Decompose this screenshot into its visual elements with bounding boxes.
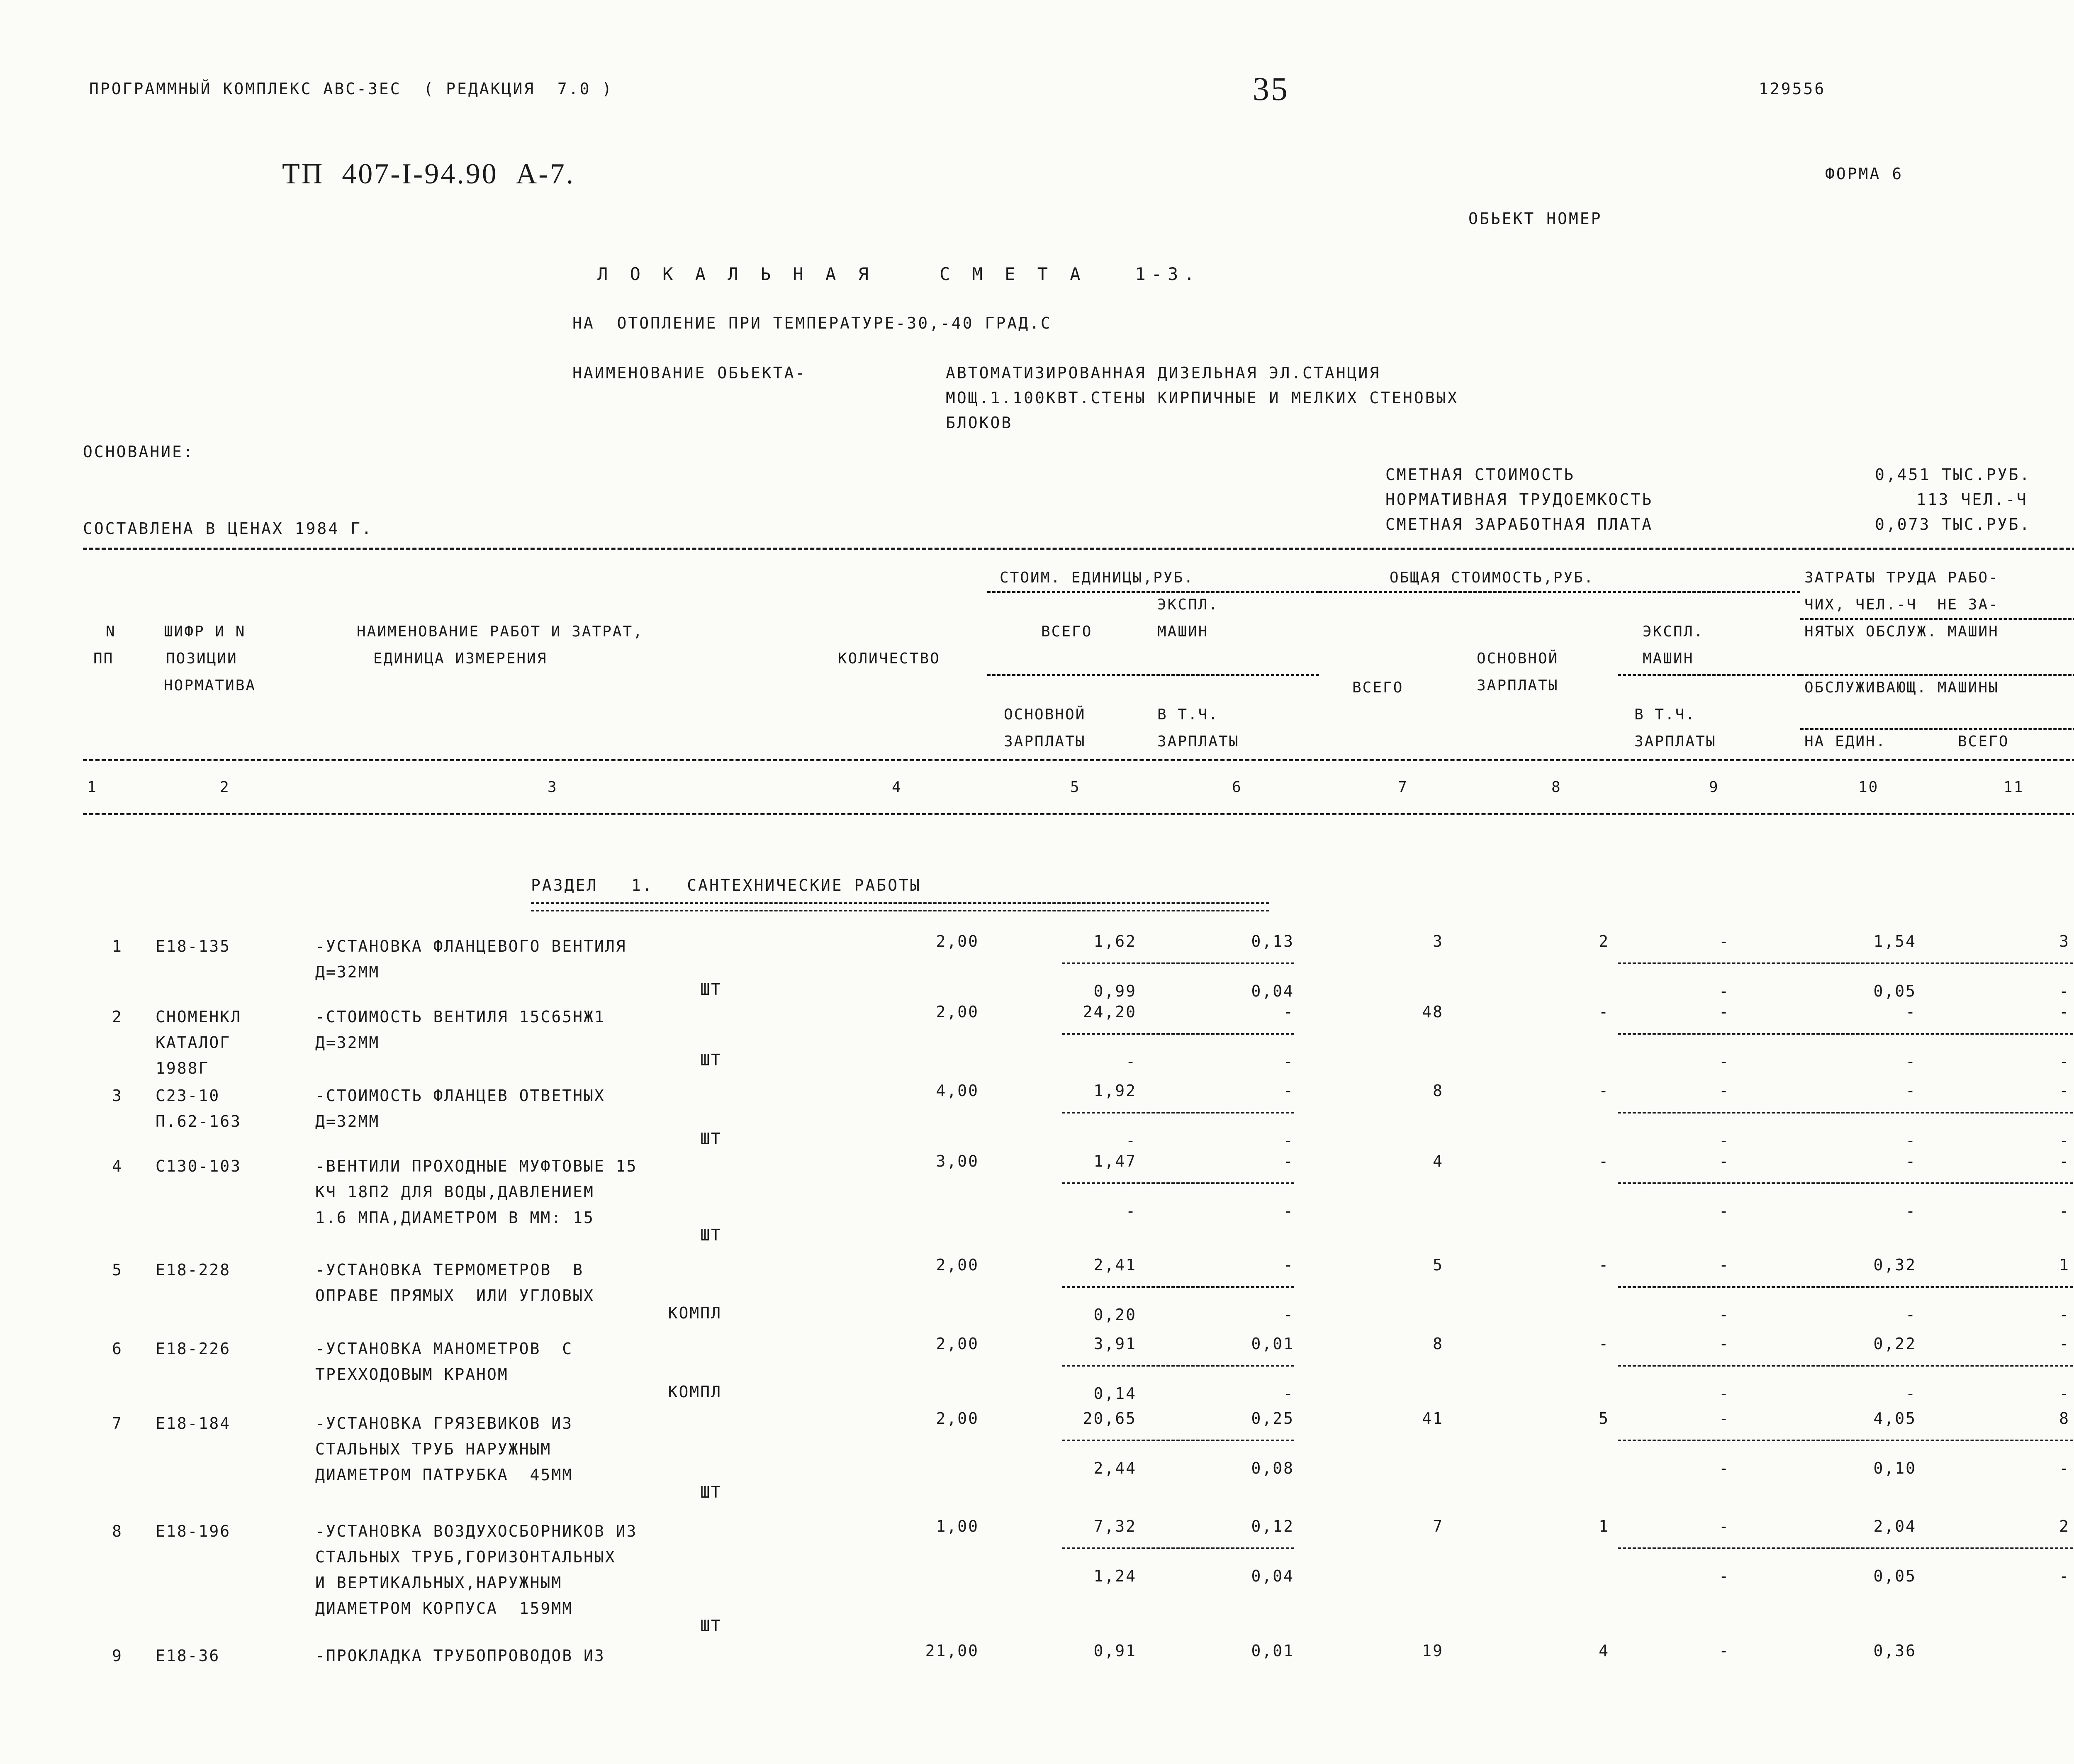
row-separator — [1618, 1547, 2074, 1549]
row-total-all: 5 — [1433, 1256, 1444, 1274]
row-separator — [1618, 1112, 2074, 1113]
row-total-all: 8 — [1433, 1082, 1444, 1100]
unit-total-header: ВСЕГО — [1041, 623, 1093, 640]
row-total-base-wage: - — [1599, 1256, 1609, 1274]
col2-header-line-3: НОРМАТИВА — [164, 677, 256, 694]
row-total-incl-wage: - — [1719, 982, 1730, 1000]
row-description: 1.6 МПА,ДИАМЕТРОМ В ММ: 15 — [315, 1208, 594, 1227]
row-quantity: 2,00 — [936, 1256, 979, 1274]
col-number: 4 — [892, 779, 902, 796]
col1-header-line-1: N — [106, 623, 116, 640]
row-description: Д=32ММ — [315, 1112, 380, 1131]
col-number: 6 — [1232, 779, 1242, 796]
row-description: -ПРОКЛАДКА ТРУБОПРОВОДОВ ИЗ — [315, 1647, 605, 1665]
row-separator — [1618, 1440, 2074, 1441]
row-labor-per-unit: - — [1906, 1152, 1916, 1170]
labor-header-2: ЧИХ, ЧЕЛ.-Ч НЕ ЗА- — [1804, 596, 1999, 613]
row-unit-total: 2,41 — [1093, 1256, 1137, 1274]
basis-label: ОСНОВАНИЕ: — [83, 443, 195, 461]
row-code: Е18-226 — [156, 1340, 231, 1358]
row-description: Д=32ММ — [315, 963, 380, 981]
row-unit: ШТ — [700, 1226, 722, 1244]
header-mid-rule — [83, 759, 2074, 761]
unit-machines-header-2: МАШИН — [1157, 623, 1209, 640]
row-code: КАТАЛОГ — [156, 1033, 231, 1052]
row-labor-total: - — [2059, 1335, 2070, 1353]
row-total-all: 41 — [1422, 1409, 1444, 1428]
row-code: П.62-163 — [156, 1112, 242, 1131]
col2-header-line-1: ШИФР И N — [164, 623, 246, 640]
row-separator — [1062, 1365, 1294, 1367]
row-separator — [1618, 1365, 2074, 1367]
row-labor-per-unit: - — [1906, 1082, 1916, 1100]
page-number: 35 — [1253, 71, 1289, 107]
row-separator — [1062, 1033, 1294, 1035]
row-total-base-wage: - — [1599, 1335, 1609, 1353]
row-quantity: 4,00 — [936, 1082, 979, 1100]
col-number: 11 — [2003, 779, 2024, 796]
row-unit: ШТ — [700, 980, 722, 999]
row-quantity: 2,00 — [936, 1409, 979, 1428]
row-unit-base-wage: 2,44 — [1093, 1459, 1137, 1477]
row-code: Е18-135 — [156, 937, 231, 955]
row-total-all: 4 — [1433, 1152, 1444, 1170]
row-total-base-wage: 4 — [1599, 1642, 1609, 1660]
row-code: Е18-36 — [156, 1647, 220, 1665]
row-total-base-wage: - — [1599, 1152, 1609, 1170]
labor-service-header: ОБСЛУЖИВАЮЩ. МАШИНЫ — [1804, 679, 1999, 696]
row-unit-total: 24,20 — [1083, 1003, 1137, 1021]
row-unit-base-wage: - — [1126, 1131, 1137, 1150]
row-labor-service-total: - — [2059, 1131, 2070, 1150]
row-description: ДИАМЕТРОМ КОРПУСА 159ММ — [315, 1599, 573, 1618]
total-machines-header-2: МАШИН — [1643, 650, 1694, 667]
object-label: НАИМЕНОВАНИЕ ОБЬЕКТА- — [572, 364, 807, 382]
row-separator — [1062, 962, 1294, 964]
row-unit: КОМПЛ — [668, 1304, 722, 1322]
col-number: 10 — [1858, 779, 1879, 796]
row-total-incl-wage: - — [1719, 1131, 1730, 1150]
project-code: ТП 407-I-94.90 А-7. — [282, 158, 575, 190]
row-total-incl-wage: - — [1719, 1384, 1730, 1403]
row-total-machines: - — [1719, 1003, 1730, 1021]
row-unit-total: 1,92 — [1093, 1082, 1137, 1100]
summary-label-cost: СМЕТНАЯ СТОИМОСТЬ — [1385, 465, 1575, 484]
row-number: 8 — [112, 1522, 123, 1540]
col-number: 5 — [1070, 779, 1081, 796]
row-total-all: 48 — [1422, 1003, 1444, 1021]
row-separator — [1618, 1286, 2074, 1288]
row-labor-total: 2 — [2059, 1517, 2070, 1535]
row-separator — [1618, 962, 2074, 964]
total-base-wage-header-1: ОСНОВНОЙ — [1477, 650, 1559, 667]
labor-header-3: НЯТЫХ ОБСЛУЖ. МАШИН — [1804, 623, 1999, 640]
row-unit-incl-wage: 0,08 — [1251, 1459, 1294, 1477]
header-sub-rule — [1800, 728, 2074, 730]
row-unit-machines: - — [1283, 1082, 1294, 1100]
row-number: 5 — [112, 1261, 123, 1279]
row-labor-per-unit: 0,32 — [1873, 1256, 1916, 1274]
labor-total-header: ВСЕГО — [1958, 733, 2009, 750]
prices-basis: СОСТАВЛЕНА В ЦЕНАХ 1984 Г. — [83, 519, 373, 538]
row-separator — [1618, 1033, 2074, 1035]
row-code: С130-103 — [156, 1157, 242, 1175]
row-unit: ШТ — [700, 1617, 722, 1635]
header-sub-rule — [1800, 674, 2074, 676]
row-description: -УСТАНОВКА МАНОМЕТРОВ С — [315, 1340, 573, 1358]
row-labor-service-per-unit: - — [1906, 1053, 1916, 1071]
software-label: ПРОГРАММНЫЙ КОМПЛЕКС АВС-3ЕС ( РЕДАКЦИЯ 7.0 ) — [89, 80, 613, 98]
object-name-line-2: МОЩ.1.100КВТ.СТЕНЫ КИРПИЧНЫЕ И МЕЛКИХ СТЕНОВЫХ — [946, 389, 1459, 407]
col-number: 1 — [87, 779, 97, 796]
row-description: -УСТАНОВКА ФЛАНЦЕВОГО ВЕНТИЛЯ — [315, 937, 627, 955]
row-separator — [1062, 1547, 1294, 1549]
row-labor-service-per-unit: 0,05 — [1873, 1567, 1916, 1585]
row-unit: ШТ — [700, 1051, 722, 1069]
row-labor-service-per-unit: - — [1906, 1202, 1916, 1220]
row-unit-total: 1,62 — [1093, 932, 1137, 950]
header-bottom-rule — [83, 813, 2074, 815]
total-incl-wage-header-2: ЗАРПЛАТЫ — [1634, 733, 1716, 750]
summary-label-labor: НОРМАТИВНАЯ ТРУДОЕМКОСТЬ — [1385, 490, 1653, 509]
row-labor-per-unit: 4,05 — [1873, 1409, 1916, 1428]
row-total-all: 8 — [1433, 1335, 1444, 1353]
row-labor-service-per-unit: - — [1906, 1384, 1916, 1403]
row-labor-total: 8 — [2059, 1409, 2070, 1428]
row-quantity: 1,00 — [936, 1517, 979, 1535]
unit-incl-wage-header-2: ЗАРПЛАТЫ — [1157, 733, 1239, 750]
row-number: 3 — [112, 1087, 123, 1105]
labor-per-unit-header: НА ЕДИН. — [1804, 733, 1887, 750]
row-total-machines: - — [1719, 932, 1730, 950]
row-separator — [1062, 1440, 1294, 1441]
col1-header-line-2: ПП — [93, 650, 114, 667]
col2-header-line-2: ПОЗИЦИИ — [166, 650, 238, 667]
row-unit-machines: - — [1283, 1152, 1294, 1170]
row-unit-machines: 0,01 — [1251, 1335, 1294, 1353]
object-name-line-3: БЛОКОВ — [946, 414, 1013, 432]
summary-label-wage: СМЕТНАЯ ЗАРАБОТНАЯ ПЛАТА — [1385, 515, 1653, 534]
col3-header-line-1: НАИМЕНОВАНИЕ РАБОТ И ЗАТРАТ, — [357, 623, 643, 640]
row-total-incl-wage: - — [1719, 1567, 1730, 1585]
row-code: СНОМЕНКЛ — [156, 1008, 242, 1026]
section-underline — [531, 902, 1269, 911]
row-description: КЧ 18П2 ДЛЯ ВОДЫ,ДАВЛЕНИЕМ — [315, 1183, 594, 1201]
row-unit-base-wage: 0,99 — [1093, 982, 1137, 1000]
header-sub-rule — [987, 591, 1319, 593]
row-number: 4 — [112, 1157, 123, 1175]
row-unit-machines: 0,25 — [1251, 1409, 1294, 1428]
row-total-machines: - — [1719, 1152, 1730, 1170]
row-description: СТАЛЬНЫХ ТРУБ,ГОРИЗОНТАЛЬНЫХ — [315, 1548, 616, 1566]
row-total-base-wage: - — [1599, 1082, 1609, 1100]
row-labor-per-unit: - — [1906, 1003, 1916, 1021]
col4-header: КОЛИЧЕСТВО — [838, 650, 940, 667]
row-labor-service-per-unit: - — [1906, 1131, 1916, 1150]
row-separator — [1618, 1182, 2074, 1184]
col-number: 7 — [1398, 779, 1408, 796]
row-total-all: 3 — [1433, 932, 1444, 950]
header-sub-rule — [1618, 674, 1800, 676]
row-separator — [1062, 1112, 1294, 1113]
total-cost-header: ОБЩАЯ СТОИМОСТЬ,РУБ. — [1390, 569, 1594, 586]
row-unit-base-wage: 1,24 — [1093, 1567, 1137, 1585]
row-description: -СТОИМОСТЬ ФЛАНЦЕВ ОТВЕТНЫХ — [315, 1087, 605, 1105]
form-label: ФОРМА 6 — [1825, 165, 1904, 183]
row-total-machines: - — [1719, 1256, 1730, 1274]
row-unit: ШТ — [700, 1483, 722, 1501]
row-description: -УСТАНОВКА ВОЗДУХОСБОРНИКОВ ИЗ — [315, 1522, 638, 1540]
row-code: 1988Г — [156, 1059, 209, 1077]
row-total-machines: - — [1719, 1517, 1730, 1535]
row-description: -СТОИМОСТЬ ВЕНТИЛЯ 15С65НЖ1 — [315, 1008, 605, 1026]
row-total-base-wage: 2 — [1599, 932, 1609, 950]
row-number: 9 — [112, 1647, 123, 1665]
row-description: ДИАМЕТРОМ ПАТРУБКА 45ММ — [315, 1466, 573, 1484]
header-sub-rule — [1319, 591, 1800, 593]
row-labor-per-unit: 0,22 — [1873, 1335, 1916, 1353]
row-quantity: 2,00 — [936, 932, 979, 950]
col-number: 2 — [220, 779, 230, 796]
row-description: -УСТАНОВКА ТЕРМОМЕТРОВ В — [315, 1261, 584, 1279]
header-top-rule — [83, 548, 2074, 550]
row-description: ТРЕХХОДОВЫМ КРАНОМ — [315, 1365, 509, 1384]
row-total-base-wage: 1 — [1599, 1517, 1609, 1535]
document-code: 129556 — [1759, 80, 1826, 98]
row-total-incl-wage: - — [1719, 1202, 1730, 1220]
row-unit-base-wage: 0,20 — [1093, 1306, 1137, 1324]
row-description: Д=32ММ — [315, 1033, 380, 1052]
row-code: Е18-196 — [156, 1522, 231, 1540]
row-labor-service-total: - — [2059, 1567, 2070, 1585]
row-unit-base-wage: - — [1126, 1202, 1137, 1220]
row-quantity: 2,00 — [936, 1335, 979, 1353]
row-total-all: 7 — [1433, 1517, 1444, 1535]
total-all-header: ВСЕГО — [1352, 679, 1404, 696]
row-total-incl-wage: - — [1719, 1459, 1730, 1477]
row-code: Е18-228 — [156, 1261, 231, 1279]
row-unit-machines: - — [1283, 1003, 1294, 1021]
total-base-wage-header-2: ЗАРПЛАТЫ — [1477, 677, 1559, 694]
total-incl-wage-header-1: В Т.Ч. — [1634, 706, 1696, 723]
object-number-label: ОБЬЕКТ НОМЕР — [1468, 210, 1602, 228]
row-labor-total: 3 — [2059, 932, 2070, 950]
row-labor-per-unit: 0,36 — [1873, 1642, 1916, 1660]
row-total-incl-wage: - — [1719, 1306, 1730, 1324]
col-number: 8 — [1551, 779, 1562, 796]
row-unit-total: 20,65 — [1083, 1409, 1137, 1428]
row-unit-incl-wage: 0,04 — [1251, 982, 1294, 1000]
summary-value-labor: 113 ЧЕЛ.-Ч — [1916, 490, 2028, 509]
row-total-machines: - — [1719, 1335, 1730, 1353]
row-number: 6 — [112, 1340, 123, 1358]
row-unit-incl-wage: - — [1283, 1053, 1294, 1071]
row-labor-total: 1 — [2059, 1256, 2070, 1274]
row-labor-service-per-unit: 0,05 — [1873, 982, 1916, 1000]
row-total-incl-wage: - — [1719, 1053, 1730, 1071]
row-unit-total: 3,91 — [1093, 1335, 1137, 1353]
col-number: 9 — [1709, 779, 1719, 796]
row-labor-service-total: - — [2059, 1384, 2070, 1403]
row-unit-base-wage: - — [1126, 1053, 1137, 1071]
row-unit: КОМПЛ — [668, 1383, 722, 1401]
estimate-title: Л О К А Л Ь Н А Я С М Е Т А 1-3. — [597, 264, 1200, 284]
row-description: -ВЕНТИЛИ ПРОХОДНЫЕ МУФТОВЫЕ 15 — [315, 1157, 638, 1175]
row-description: -УСТАНОВКА ГРЯЗЕВИКОВ ИЗ — [315, 1414, 573, 1433]
row-labor-per-unit: 2,04 — [1873, 1517, 1916, 1535]
row-unit-incl-wage: - — [1283, 1202, 1294, 1220]
total-machines-header-1: ЭКСПЛ. — [1643, 623, 1704, 640]
row-unit-machines: - — [1283, 1256, 1294, 1274]
row-unit-incl-wage: - — [1283, 1306, 1294, 1324]
row-total-machines: - — [1719, 1409, 1730, 1428]
row-labor-per-unit: 1,54 — [1873, 932, 1916, 950]
row-total-machines: - — [1719, 1642, 1730, 1660]
row-labor-service-per-unit: 0,10 — [1873, 1459, 1916, 1477]
header-sub-rule — [1800, 618, 2074, 620]
row-separator — [1062, 1286, 1294, 1288]
row-total-base-wage: - — [1599, 1003, 1609, 1021]
row-description: ОПРАВЕ ПРЯМЫХ ИЛИ УГЛОВЫХ — [315, 1286, 594, 1305]
summary-value-cost: 0,451 ТЫС.РУБ. — [1875, 465, 2031, 484]
row-unit-base-wage: 0,14 — [1093, 1384, 1137, 1403]
col-number: 3 — [548, 779, 558, 796]
row-total-all: 19 — [1422, 1642, 1444, 1660]
unit-cost-header: СТОИМ. ЕДИНИЦЫ,РУБ. — [1000, 569, 1194, 586]
row-unit-total: 0,91 — [1093, 1642, 1137, 1660]
row-labor-service-total: - — [2059, 1053, 2070, 1071]
unit-base-wage-header-2: ЗАРПЛАТЫ — [1004, 733, 1086, 750]
row-unit: ШТ — [700, 1130, 722, 1148]
estimate-subject: НА ОТОПЛЕНИЕ ПРИ ТЕМПЕРАТУРЕ-30,-40 ГРАД.С — [572, 314, 1052, 332]
row-description: СТАЛЬНЫХ ТРУБ НАРУЖНЫМ — [315, 1440, 552, 1458]
row-labor-service-per-unit: - — [1906, 1306, 1916, 1324]
row-total-machines: - — [1719, 1082, 1730, 1100]
row-unit-machines: 0,12 — [1251, 1517, 1294, 1535]
row-unit-incl-wage: - — [1283, 1131, 1294, 1150]
row-number: 2 — [112, 1008, 123, 1026]
row-total-base-wage: 5 — [1599, 1409, 1609, 1428]
col3-header-line-2: ЕДИНИЦА ИЗМЕРЕНИЯ — [373, 650, 548, 667]
unit-base-wage-header-1: ОСНОВНОЙ — [1004, 706, 1086, 723]
row-unit-incl-wage: - — [1283, 1384, 1294, 1403]
object-name-line-1: АВТОМАТИЗИРОВАННАЯ ДИЗЕЛЬНАЯ ЭЛ.СТАНЦИЯ — [946, 364, 1381, 382]
unit-machines-header-1: ЭКСПЛ. — [1157, 596, 1219, 613]
labor-header-1: ЗАТРАТЫ ТРУДА РАБО- — [1804, 569, 1999, 586]
row-quantity: 21,00 — [925, 1642, 979, 1660]
row-quantity: 3,00 — [936, 1152, 979, 1170]
row-description: И ВЕРТИКАЛЬНЫХ,НАРУЖНЫМ — [315, 1574, 562, 1592]
row-labor-service-total: - — [2059, 1459, 2070, 1477]
row-separator — [1062, 1182, 1294, 1184]
row-labor-service-total: - — [2059, 1306, 2070, 1324]
row-unit-incl-wage: 0,04 — [1251, 1567, 1294, 1585]
row-labor-service-total: - — [2059, 982, 2070, 1000]
row-unit-total: 7,32 — [1093, 1517, 1137, 1535]
row-labor-total: - — [2059, 1152, 2070, 1170]
row-labor-service-total: - — [2059, 1202, 2070, 1220]
row-code: Е18-184 — [156, 1414, 231, 1433]
unit-incl-wage-header-1: В Т.Ч. — [1157, 706, 1219, 723]
row-quantity: 2,00 — [936, 1003, 979, 1021]
row-labor-total: - — [2059, 1082, 2070, 1100]
row-number: 1 — [112, 937, 123, 955]
header-sub-rule — [987, 674, 1319, 676]
summary-value-wage: 0,073 ТЫС.РУБ. — [1875, 515, 2031, 534]
section-title: РАЗДЕЛ 1. САНТЕХНИЧЕСКИЕ РАБОТЫ — [531, 876, 921, 894]
row-unit-machines: 0,01 — [1251, 1642, 1294, 1660]
row-unit-machines: 0,13 — [1251, 932, 1294, 950]
row-number: 7 — [112, 1414, 123, 1433]
row-code: С23-10 — [156, 1087, 220, 1105]
row-labor-total: - — [2059, 1003, 2070, 1021]
row-unit-total: 1,47 — [1093, 1152, 1137, 1170]
